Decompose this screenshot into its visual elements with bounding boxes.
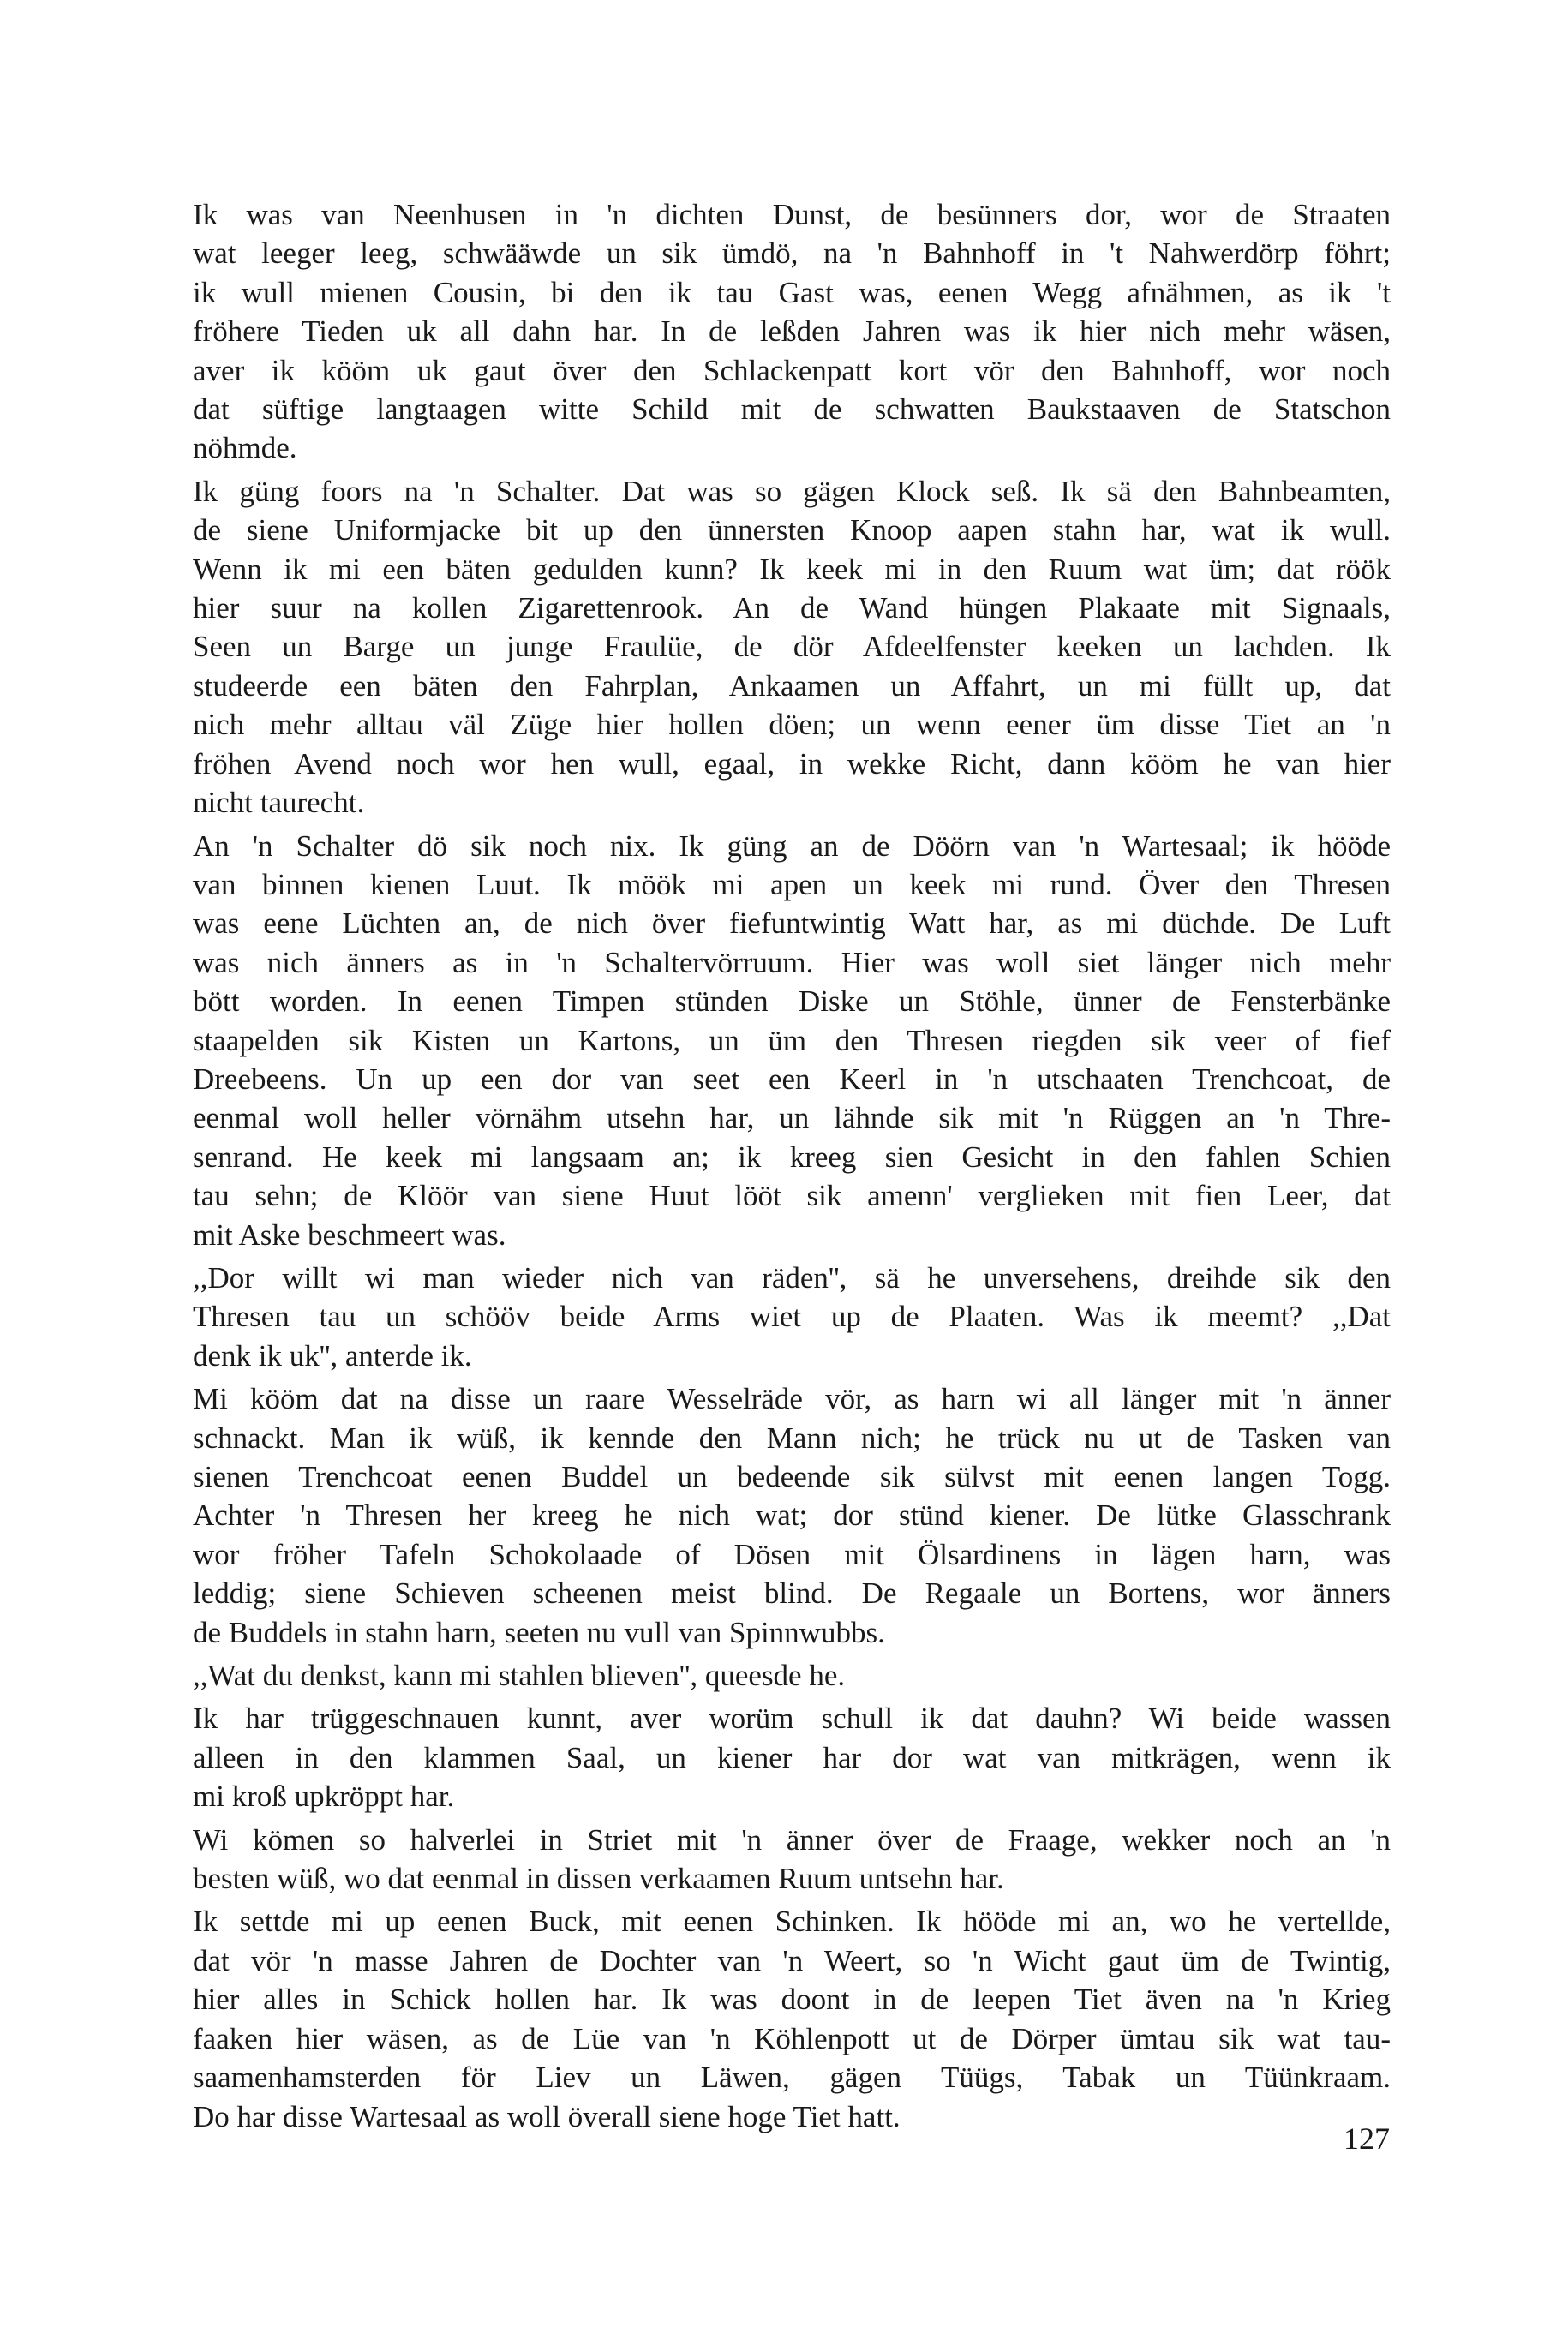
page-body bbox=[193, 195, 1391, 2140]
text-line: sienen Trenchcoat eenen Buddel un bedeende sik sülvst mit eenen langen Togg. bbox=[193, 1460, 1391, 1493]
text-line: Wi kömen so halverlei in Striet mit 'n änner över de Fraage, wekker noch an 'n bbox=[193, 1822, 1391, 1857]
text-line: fröhere Tieden uk all dahn har. In de leßden Jahren was ik hier nich mehr wäsen, bbox=[193, 314, 1391, 349]
text-line: was eene Lüchten an, de nich över fiefuntwintig Watt har, as mi düchde. De Luft bbox=[193, 906, 1391, 941]
text-line: denk ik uk'', anterde ik. bbox=[193, 1338, 472, 1373]
text-line: besten wüß, wo dat eenmal in dissen verkaamen Ruum untsehn har. bbox=[193, 1862, 1004, 1896]
text-line: ,,Dor willt wi man wieder nich van räden'', sä he unversehens, dreihde sik den bbox=[193, 1260, 1391, 1295]
text-line: hier suur na kollen Zigarettenrook. An de Wand hüngen Plakaate mit Signaals, bbox=[193, 591, 1391, 625]
text-line: senrand. He keek mi langsaam an; ik kreeg sien Gesicht in den fahlen Schien bbox=[193, 1140, 1391, 1174]
paragraph bbox=[193, 1379, 1391, 1652]
paragraph bbox=[193, 1259, 1391, 1375]
text-line: Mi kööm dat na disse un raare Wesselräde vör, as harn wi all länger mit 'n änner bbox=[193, 1382, 1391, 1416]
text-line: hier alles in Schick hollen har. Ik was doont in de leepen Tiet även na 'n Krieg bbox=[193, 1983, 1391, 2017]
text-line: Dreebeens. Un up een dor van seet een Keerl in 'n utschaaten Trenchcoat, de bbox=[193, 1062, 1391, 1096]
text-line: tau sehn; de Klöör van siene Huut lööt sik amenn' verglieken mit fien Leer, dat bbox=[193, 1179, 1391, 1213]
paragraph bbox=[193, 1656, 1391, 1695]
text-line: An 'n Schalter dö sik noch nix. Ik güng an de Döörn van 'n Wartesaal; ik hööde bbox=[193, 829, 1391, 863]
text-line: fröhen Avend noch wor hen wull, egaal, in wekke Richt, dann kööm he van hier bbox=[193, 746, 1391, 781]
text-line: Do har disse Wartesaal as woll överall siene hoge Tiet hatt. bbox=[193, 2099, 901, 2133]
paragraph bbox=[193, 472, 1391, 823]
text-line: dat vör 'n masse Jahren de Dochter van 'n Weert, so 'n Wicht gaut üm de Twintig, bbox=[193, 1943, 1391, 1977]
text-line: was nich änners as in 'n Schaltervörruum. Hier was woll siet länger nich mehr bbox=[193, 945, 1391, 979]
paragraph bbox=[193, 1902, 1391, 2135]
paragraph bbox=[193, 1699, 1391, 1816]
text-line: van binnen kienen Luut. Ik möök mi apen un keek mi rund. Över den Thresen bbox=[193, 867, 1391, 901]
text-line: faaken hier wäsen, as de Lüe van 'n Köhlenpott ut de Dörper ümtau sik wat tau- bbox=[193, 2021, 1391, 2055]
page-number: 127 bbox=[1344, 2121, 1390, 2156]
text-line: staapelden sik Kisten un Kartons, un üm den Thresen riegden sik veer of fief bbox=[193, 1023, 1391, 1057]
text-line: Ik güng foors na 'n Schalter. Dat was so gägen Klock seß. Ik sä den Bahnbeamten, bbox=[193, 474, 1391, 508]
text-line: Seen un Barge un junge Fraulüe, de dör Afdeelfenster keeken un lachden. Ik bbox=[193, 630, 1391, 664]
text-line: nich mehr alltau väl Züge hier hollen döen; un wenn eener üm disse Tiet an 'n bbox=[193, 708, 1391, 742]
text-line: nöhmde. bbox=[193, 431, 297, 465]
text-line: de siene Uniformjacke bit up den ünnersten Knoop aapen stahn har, wat ik wull. bbox=[193, 513, 1391, 547]
text-line: studeerde een bäten den Fahrplan, Ankaamen un Affahrt, un mi füllt up, dat bbox=[193, 668, 1391, 703]
text-line: wor fröher Tafeln Schokolaade of Dösen mit Ölsardinens in lägen harn, was bbox=[193, 1537, 1391, 1571]
text-line: bött worden. In eenen Timpen stünden Diske un Stöhle, ünner de Fensterbänke bbox=[193, 984, 1391, 1019]
text-line: leddig; siene Schieven scheenen meist blind. De Regaale un Bortens, wor änners bbox=[193, 1576, 1391, 1611]
text-line: nicht taurecht. bbox=[193, 786, 365, 820]
text-line: Ik was van Neenhusen in 'n dichten Dunst, de besünners dor, wor de Straaten bbox=[193, 198, 1391, 231]
text-line: de Buddels in stahn harn, seeten nu vull van Spinnwubbs. bbox=[193, 1615, 885, 1649]
paragraph bbox=[193, 195, 1391, 468]
text-line: schnackt. Man ik wüß, ik kennde den Mann nich; he trück nu ut de Tasken van bbox=[193, 1421, 1391, 1455]
text-line: mit Aske beschmeert was. bbox=[193, 1217, 506, 1252]
text-line: saamenhamsterden för Liev un Läwen, gägen Tüügs, Tabak un Tüünkraam. bbox=[193, 2061, 1391, 2095]
paragraph bbox=[193, 827, 1391, 1254]
text-line: Thresen tau un schööv beide Arms wiet up de Plaaten. Was ik meemt? ,,Dat bbox=[193, 1300, 1391, 1334]
text-line: Wenn ik mi een bäten gedulden kunn? Ik keek mi in den Ruum wat üm; dat röök bbox=[193, 552, 1391, 586]
paragraph bbox=[193, 1821, 1391, 1899]
text-line: dat süftige langtaagen witte Schild mit de schwatten Baukstaaven de Statschon bbox=[193, 392, 1391, 427]
text-line: ik wull mienen Cousin, bi den ik tau Gast was, eenen Wegg afnähmen, as ik 't bbox=[193, 275, 1391, 309]
text-line: Ik settde mi up eenen Buck, mit eenen Schinken. Ik hööde mi an, wo he vertellde, bbox=[193, 1905, 1391, 1939]
text-line: eenmal woll heller vörnähm utsehn har, un lähnde sik mit 'n Rüggen an 'n Thre- bbox=[193, 1101, 1391, 1135]
text-line: Achter 'n Thresen her kreeg he nich wat; dor stünd kiener. De lütke Glasschrank bbox=[193, 1498, 1391, 1533]
text-line: mi kroß upkröppt har. bbox=[193, 1780, 455, 1814]
text-line: Ik har trüggeschnauen kunnt, aver worüm schull ik dat dauhn? Wi beide wassen bbox=[193, 1702, 1391, 1736]
text-line: wat leeger leeg, schwääwde un sik ümdö, na 'n Bahnhoff in 't Nahwerdörp föhrt; bbox=[193, 236, 1391, 271]
text-line: aver ik kööm uk gaut över den Schlackenpatt kort vör den Bahnhoff, wor noch bbox=[193, 353, 1391, 387]
text-line: alleen in den klammen Saal, un kiener har dor wat van mitkrägen, wenn ik bbox=[193, 1740, 1391, 1774]
text-line: ,,Wat du denkst, kann mi stahlen blieven'', queesde he. bbox=[193, 1659, 846, 1693]
